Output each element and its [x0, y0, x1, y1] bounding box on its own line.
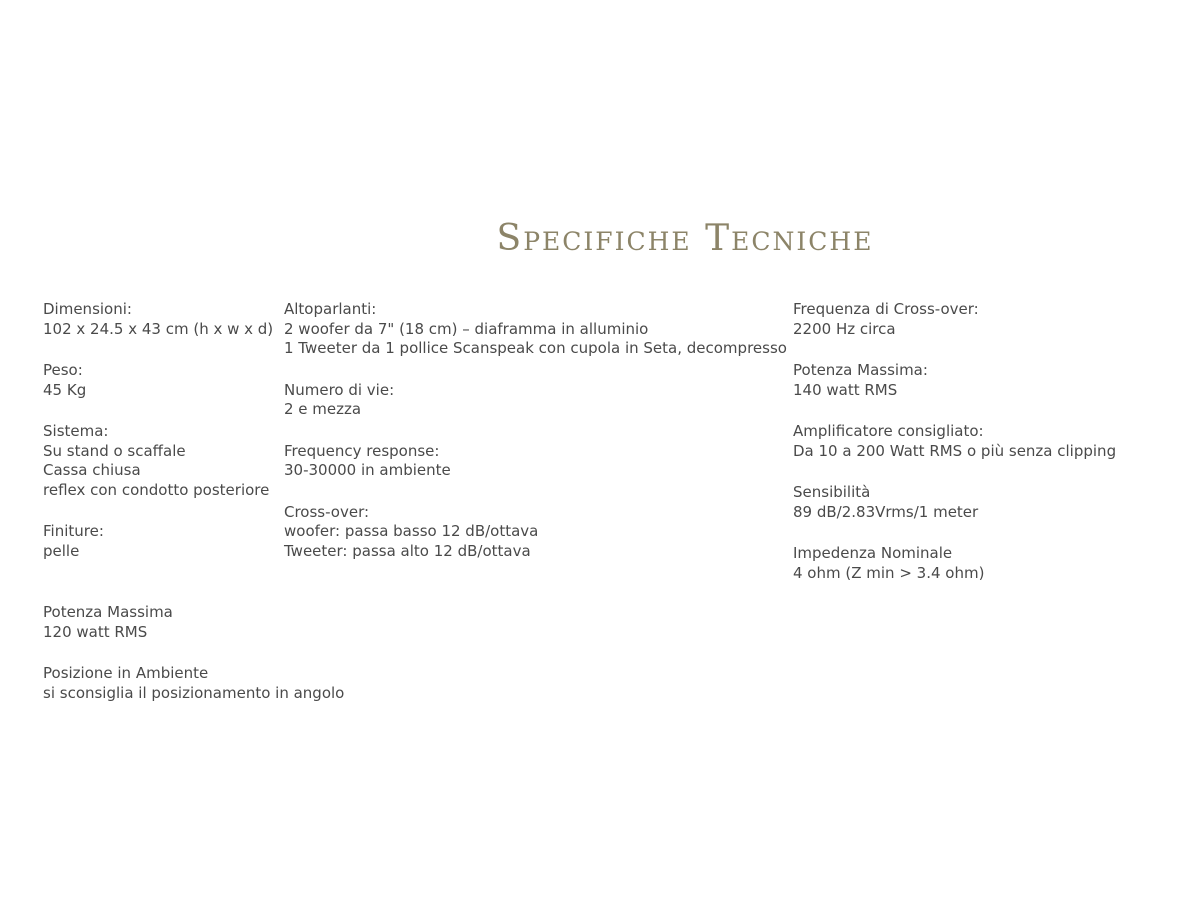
- spec-value: 140 watt RMS: [793, 380, 898, 399]
- spec-ways: [284, 381, 789, 420]
- spec-value: 1 Tweeter da 1 pollice Scanspeak con cupola in Seta, decompresso: [284, 339, 787, 357]
- spec-label: Frequenza di Cross-over:: [793, 300, 979, 318]
- spec-label: Sistema:: [43, 422, 109, 440]
- spec-label: Dimensioni:: [43, 300, 132, 318]
- spec-value: 2200 Hz circa: [793, 319, 896, 338]
- spec-value: pelle: [43, 541, 80, 560]
- spec-system: [43, 422, 278, 500]
- spec-room-position: [43, 664, 345, 703]
- spec-value: reflex con condotto posteriore: [43, 480, 270, 499]
- spec-value: 120 watt RMS: [43, 622, 148, 641]
- spec-label: Altoparlanti:: [284, 300, 377, 318]
- spec-value: woofer: passa basso 12 dB/ottava: [284, 522, 539, 540]
- spec-label: Peso:: [43, 361, 83, 379]
- page-title: Specifiche Tecniche: [496, 218, 874, 259]
- spec-label: Frequency response:: [284, 441, 440, 460]
- spec-dimensions: [43, 300, 278, 339]
- spec-label: Potenza Massima: [43, 603, 173, 621]
- spec-crossover-frequency: [793, 300, 1173, 339]
- spec-column-3: [793, 300, 1173, 605]
- spec-value: 45 Kg: [43, 380, 87, 399]
- spec-value: Cassa chiusa: [43, 461, 141, 479]
- spec-finishes: [43, 522, 278, 561]
- spec-value: 4 ohm (Z min > 3.4 ohm): [793, 563, 985, 582]
- spec-value: Su stand o scaffale: [43, 441, 186, 460]
- spec-label: Posizione in Ambiente: [43, 664, 209, 682]
- spec-label: Impedenza Nominale: [793, 544, 953, 562]
- spec-label: Potenza Massima:: [793, 361, 928, 379]
- spec-impedance: [793, 544, 1173, 583]
- spec-value: si sconsiglia il posizionamento in angolo: [43, 683, 345, 702]
- spec-value: Da 10 a 200 Watt RMS o più senza clipping: [793, 441, 1117, 460]
- spec-column-2: [284, 300, 789, 583]
- spec-value: 30-30000 in ambiente: [284, 461, 451, 479]
- spec-crossover: [284, 503, 789, 562]
- spec-label: Amplificatore consigliato:: [793, 422, 984, 440]
- spec-label: Cross-over:: [284, 502, 370, 521]
- spec-max-power-2: [793, 361, 1173, 400]
- spec-value: Tweeter: passa alto 12 dB/ottava: [284, 541, 531, 560]
- spec-max-power: [43, 603, 278, 642]
- spec-label: Finiture:: [43, 522, 104, 540]
- spec-value: 2 e mezza: [284, 400, 362, 418]
- spec-label: Sensibilità: [793, 483, 871, 501]
- spec-speakers: [284, 300, 789, 359]
- spec-sensitivity: [793, 483, 1173, 522]
- spec-amplifier: [793, 422, 1173, 461]
- spec-label: Numero di vie:: [284, 380, 395, 399]
- spec-value: 102 x 24.5 x 43 cm (h x w x d): [43, 319, 274, 338]
- spec-frequency-response: [284, 442, 789, 481]
- spec-value: 2 woofer da 7" (18 cm) – diaframma in alluminio: [284, 319, 649, 338]
- spec-value: 89 dB/2.83Vrms/1 meter: [793, 502, 979, 521]
- spec-weight: [43, 361, 278, 400]
